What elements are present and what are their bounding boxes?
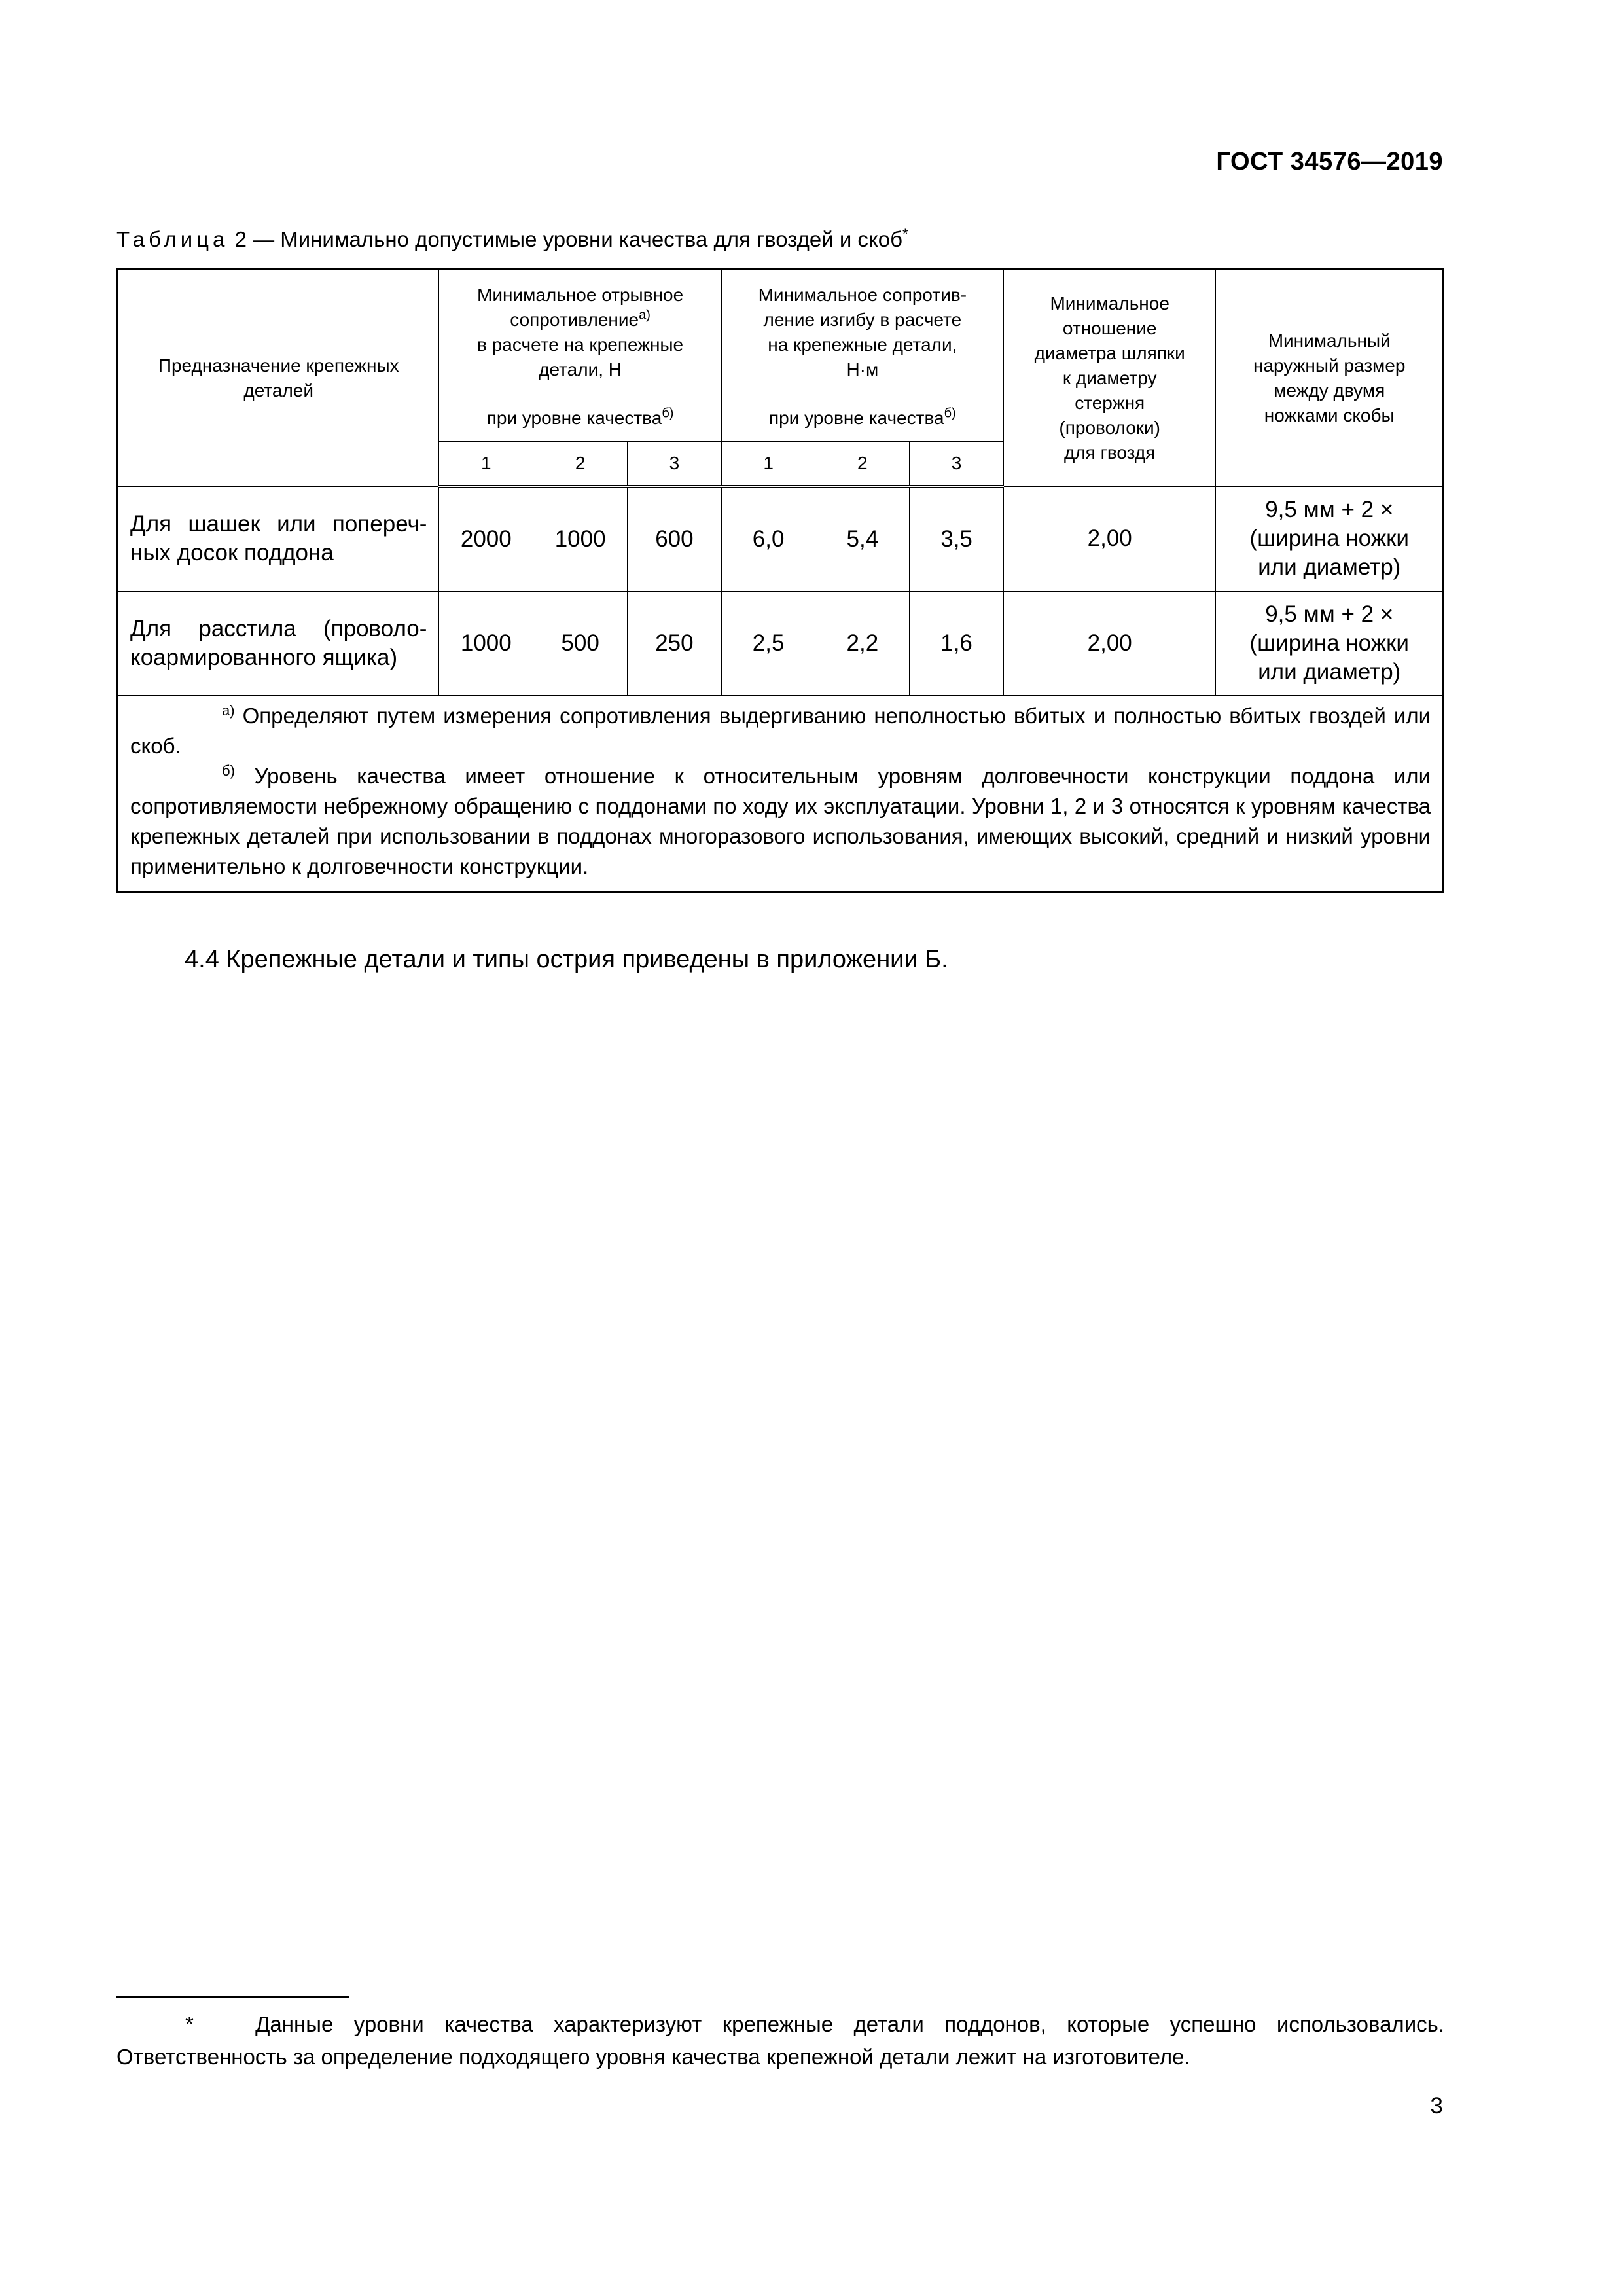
footnote xyxy=(116,2008,1444,2073)
header-staple-size: Минимальный наружный размер между двумя ножками скобы xyxy=(1216,270,1444,487)
table-row xyxy=(118,592,1444,696)
note-b-mark: б) xyxy=(222,762,235,779)
note-a-mark: а) xyxy=(222,702,235,719)
level-number: 3 xyxy=(628,442,722,487)
table-caption-text: 2 — Минимально допустимые уровни качества для гвоздей и скоб xyxy=(234,227,902,251)
note-b-text: Уровень качества имеет отношение к относительным уровням долговечности конструкции поддона или сопротивляемости небрежному обращению с поддонами по ходу их эксплуатации. Уровни 1, 2 и 3 относятся к уровням качества крепежных деталей при использовании в поддонах многоразового использования, имеющих высокий, средний и низкий уровни применительно к долговечности конструкции. xyxy=(130,764,1431,878)
table-notes xyxy=(118,696,1444,892)
bend-value: 5,4 xyxy=(815,486,910,592)
staple-size-value: 9,5 мм + 2 × (ширина ножки или диаметр) xyxy=(1216,592,1444,696)
level-number: 2 xyxy=(815,442,910,487)
bend-value: 2,2 xyxy=(815,592,910,696)
header-diameter-ratio: Минимальное отношение диаметра шляпки к диаметру стержня (проволоки) для гвоздя xyxy=(1003,270,1216,487)
ratio-value: 2,00 xyxy=(1003,486,1216,592)
pull-value: 500 xyxy=(533,592,628,696)
bend-value: 2,5 xyxy=(721,592,815,696)
table-notes-row xyxy=(118,696,1444,892)
bend-value: 3,5 xyxy=(910,486,1004,592)
staple-size-value: 9,5 мм + 2 × (ширина ножки или диаметр) xyxy=(1216,486,1444,592)
header-bend-level: при уровне качества$^{б)}$ xyxy=(721,395,1003,442)
row-purpose: Для расстила (проволо-коармированного ящика) xyxy=(118,592,439,696)
footnote-mark: * xyxy=(185,2012,194,2036)
note-b xyxy=(130,761,1431,882)
level-number: 1 xyxy=(439,442,533,487)
level-number: 2 xyxy=(533,442,628,487)
note-a-text: Определяют путем измерения сопротивления выдергиванию неполностью вбитых и полностью вбитых гвоздей или скоб. xyxy=(130,704,1431,758)
header-pull-level: при уровне качества$^{б)}$ xyxy=(439,395,721,442)
header-purpose: Предназначение крепежных деталей xyxy=(118,270,439,487)
table-header-row-1 xyxy=(118,270,1444,395)
footnote-divider xyxy=(116,1996,349,1998)
pull-value: 1000 xyxy=(533,486,628,592)
header-pull-resistance: Минимальное отрывное сопротивление$^{а)}$ в расчете на крепежные детали, Н xyxy=(439,270,721,395)
row-purpose: Для шашек или попереч-ных досок поддона xyxy=(118,486,439,592)
quality-levels-table xyxy=(116,268,1444,893)
level-number: 3 xyxy=(910,442,1004,487)
note-a xyxy=(130,701,1431,761)
table-caption xyxy=(116,226,908,252)
table-caption-word: Таблица xyxy=(116,227,229,251)
document-code: ГОСТ 34576—2019 xyxy=(1216,148,1443,175)
page-number: 3 xyxy=(1430,2093,1443,2119)
pull-value: 2000 xyxy=(439,486,533,592)
pull-value: 250 xyxy=(628,592,722,696)
paragraph-4-4: 4.4 Крепежные детали и типы острия приведены в приложении Б. xyxy=(185,946,948,973)
pull-value: 1000 xyxy=(439,592,533,696)
level-number: 1 xyxy=(721,442,815,487)
header-bend-resistance: Минимальное сопротив- ление изгибу в расчете на крепежные детали, Н·м xyxy=(721,270,1003,395)
pull-value: 600 xyxy=(628,486,722,592)
bend-value: 1,6 xyxy=(910,592,1004,696)
table-row xyxy=(118,486,1444,592)
footnote-text: Данные уровни качества характеризуют крепежные детали поддонов, которые успешно использовались. Ответственность за определение подходящего уровня качества крепежной детали лежит на изготовителе. xyxy=(116,2012,1444,2069)
bend-value: 6,0 xyxy=(721,486,815,592)
ratio-value: 2,00 xyxy=(1003,592,1216,696)
header-pull-mark: а) xyxy=(639,308,651,323)
table-caption-mark: * xyxy=(902,226,908,242)
